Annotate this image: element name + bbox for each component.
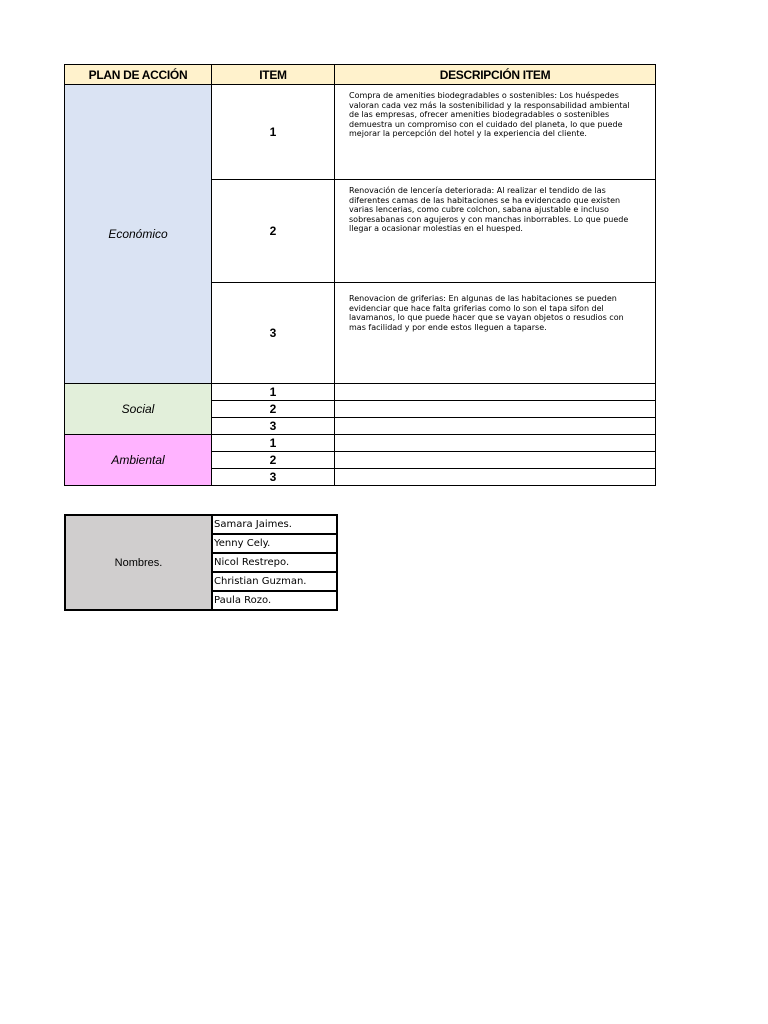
header-plan: PLAN DE ACCIÓN	[65, 65, 212, 85]
item-number: 1	[212, 85, 335, 180]
item-number: 3	[212, 283, 335, 384]
category-social: Social	[65, 384, 212, 435]
category-ambiental: Ambiental	[65, 435, 212, 486]
item-description-text: Renovacion de griferias: En algunas de las habitaciones se pueden evidenciar que hace falta griferias como lo son el tapa sifon del lavamanos, lo que puede hacer que se vayan objetos o resudios con mas facilidad y por ende estos lleguen a taparse.	[349, 294, 624, 332]
item-description	[335, 435, 656, 452]
item-number: 1	[212, 384, 335, 401]
item-description	[335, 384, 656, 401]
item-number: 2	[212, 452, 335, 469]
table-row	[65, 85, 656, 180]
header-row	[65, 65, 656, 85]
item-description	[335, 180, 656, 283]
item-description	[335, 85, 656, 180]
table-row	[65, 384, 656, 401]
item-number: 3	[212, 469, 335, 486]
item-description	[335, 469, 656, 486]
name-cell: Samara Jaimes.	[212, 515, 337, 534]
table-row	[65, 435, 656, 452]
item-description	[335, 418, 656, 435]
item-number: 2	[212, 180, 335, 283]
item-number: 2	[212, 401, 335, 418]
name-cell: Yenny Cely.	[212, 534, 337, 553]
item-description-text: Renovación de lencería deteriorada: Al realizar el tendido de las diferentes camas de las habitaciones se ha evidencado que existen varias lencerias, como cubre colchon, sabana ajustable e incluso sobresabanas con agujeros y con manchas inborrables. Lo que puede llegar a ocasionar molestias en el huesped.	[349, 186, 629, 233]
header-description: DESCRIPCIÓN ITEM	[335, 65, 656, 85]
item-description	[335, 283, 656, 384]
item-number: 3	[212, 418, 335, 435]
name-cell: Christian Guzman.	[212, 572, 337, 591]
item-description-text: Compra de amenities biodegradables o sostenibles: Los huéspedes valoran cada vez más la sostenibilidad y la responsabilidad ambiental de las empresas, ofrecer amenities biodegradables o sostenibles demuestra un compromiso con el cuidado del planeta, lo que puede mejorar la percepción del hotel y la experiencia del cliente.	[349, 91, 630, 138]
names-table	[64, 514, 338, 611]
item-number: 1	[212, 435, 335, 452]
item-description	[335, 401, 656, 418]
names-label: Nombres.	[65, 515, 212, 610]
name-cell: Paula Rozo.	[212, 591, 337, 610]
action-plan-table	[64, 64, 656, 486]
name-cell: Nicol Restrepo.	[212, 553, 337, 572]
header-item: ITEM	[212, 65, 335, 85]
category-economico: Económico	[65, 85, 212, 384]
item-description	[335, 452, 656, 469]
